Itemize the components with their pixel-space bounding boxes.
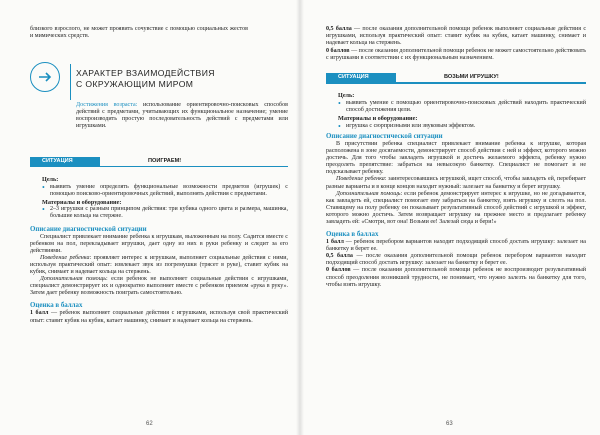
goal-label-right: Цель:: [338, 92, 355, 100]
situation-name-right: ВОЗЬМИ ИГРУШКУ!: [444, 74, 499, 81]
situation-tabbar-right: [326, 73, 586, 82]
help-paragraph: [30, 276, 288, 297]
situation-tab-right: СИТУАЦИЯ: [326, 73, 396, 82]
intro-paragraph: близкого взрослого, не может проявить сочувствие с помощью социальных жестов и мимических средств.: [30, 26, 248, 40]
score-heading-right: Оценка в баллах: [326, 231, 379, 239]
score-1-paragraph-right: [326, 239, 586, 253]
help-label: Дополнительная помощь: [40, 276, 107, 283]
score-1-text-right: — ребенок перебором вариантов находит подходящий способ достать игрушку: залезает на банкетку и берет ее.: [326, 239, 586, 253]
help-text: : если ребенок не выполняет социальные действия с игрушками, специалист демонстрирует их и однократно выполняет вместе с ребенком приемом «рука в руку». Затем дает ребенку возможность поиграть самостоятельно.: [30, 276, 288, 297]
situation-name: ПОИГРАЕМ!: [148, 158, 182, 164]
description-heading: Описание диагностической ситуации: [30, 225, 147, 233]
materials-item: • 2–3 игрушки с разным принципом действия: три кубика одного цвета и размера, машинка, большие кольца на стержне.: [42, 206, 288, 220]
chapter-title: [76, 68, 215, 90]
chapter-title-line-1: ХАРАКТЕР ВЗАИМОДЕЙСТВИЯ: [76, 68, 215, 78]
chapter-title-line-2: С ОКРУЖАЮЩИМ МИРОМ: [76, 79, 194, 89]
description-paragraph: Специалист привлекает внимание ребенка к игрушкам, выложенным на полу. Садится вместе с ребенком на пол, перекладывает игрушки, дает одну из них в руки ребенку и следит за его действиями.: [30, 233, 288, 254]
goal-item: • выявить умение определять функциональные возможности предметов (игрушек) с помощью поисково-ориентировочных действий, выполнять действия с предметами.: [42, 184, 288, 198]
score-1-label-right: 1 балл: [326, 239, 344, 246]
materials-item-right: • игрушка с сюрпризными или звуковым эффектом.: [338, 123, 586, 130]
behavior-label-right: Поведение ребенка: [336, 176, 385, 183]
score-1-label: 1 балл: [30, 310, 49, 317]
achievement-text: использование ориентировочно-поисковых способов действий с предметами, учитывающих их функциональное назначение; умение воспроизводить простую последовательность действий с предметами или игрушками.: [76, 102, 289, 130]
score-0-paragraph-right: [326, 267, 586, 288]
score-05-carry-text: — после оказания дополнительной помощи ребенок выполняет социальные действия с игрушками, используя практический опыт: ставит кубик на кубик, катает машинку, снимает и надевает кольца на стержень.: [326, 26, 586, 47]
tab-underline-right: [326, 82, 586, 83]
chapter-rule: [70, 64, 71, 100]
help-label-right: Дополнительная помощь: [336, 190, 401, 197]
tab-underline: [30, 166, 288, 167]
arrow-right-icon: [30, 62, 60, 92]
help-text-right: : если ребенок демонстрирует интерес к игрушке, но не догадывается, как завладеть ей, специалист помогает ему забраться на банкетку, взять игрушку и слезть на пол. Ставящему на полу ребенку он показывает результативный способ действий с игрушкой и эффект, которого можно достичь. Затем возвращает игрушку на прежнее место и предлагает ребенку завладеть ей: «Смотри, вот она! Возьми ее! Залезай сюда и бери!»: [326, 190, 586, 225]
score-05-carry-label: 0,5 балла: [326, 26, 352, 32]
behavior-text-right: : заинтересовавшись игрушкой, ищет способ, чтобы завладеть ей, перебирает разные варианты и в конце концов находит нужный: залезает на банкетку и берет игрушку.: [326, 176, 586, 190]
score-1-paragraph: [30, 310, 288, 324]
achievement-paragraph: [76, 102, 288, 130]
behavior-label: Поведение ребенка: [40, 254, 90, 261]
score-0-carry-text: — после оказания дополнительной помощи ребенок не может самостоятельно действовать с игрушками в соответствии с их функциональным назначением.: [326, 48, 587, 62]
behavior-paragraph-right: [326, 176, 586, 190]
score-05-label-right: 0,5 балла: [326, 253, 353, 260]
situation-tab: СИТУАЦИЯ: [30, 157, 100, 166]
situation-tabbar: [30, 157, 288, 166]
description-heading-right: Описание диагностической ситуации: [326, 132, 443, 140]
page-number-left: 62: [146, 421, 153, 427]
score-0-carry-paragraph: [326, 48, 586, 62]
right-page: [300, 0, 600, 435]
score-05-paragraph-right: [326, 253, 586, 267]
behavior-paragraph: [30, 255, 288, 276]
goal-label: Цель:: [42, 176, 59, 183]
chapter-heading: [30, 56, 288, 100]
score-0-label-right: 0 баллов: [326, 267, 351, 274]
description-paragraph-right: В присутствии ребенка специалист привлекает внимание ребенка к игрушке, которая расположена в зоне досягаемости, демонстрирует способ действия с ней и эффект, которого можно достичь. Для того чтобы завладеть игрушкой и достичь желаемого эффекта, ребенку нужно преодолеть препятствие: забраться на невысокую банкетку. Специалист не помогает и не подсказывает ребенку.: [326, 140, 586, 176]
page-number-right: 63: [446, 421, 453, 427]
achievement-label: Достижения возраста:: [76, 102, 138, 108]
score-0-text-right: — после оказания дополнительной помощи ребенок не воспроизводит результативный способ преодоления возникшей трудности, не понимает, что нужно залезть на банкетку для того, чтобы взять игрушку.: [326, 267, 587, 288]
score-heading: Оценка в баллах: [30, 302, 83, 310]
materials-label: Материалы и оборудование:: [42, 198, 122, 206]
goal-item-right: • выявить умение с помощью ориентировочно-поисковых действий находить практический способ достижения цели.: [338, 100, 586, 114]
behavior-text: : проявляет интерес к игрушкам, выполняет социальные действия с ними, используя практический опыт: извлекает звук из погремушки (трясет в руке), ставит кубик на кубик, снимает и надевает кольца на стержень.: [30, 254, 289, 276]
score-05-carry-paragraph: [326, 26, 586, 47]
score-1-text: — ребенок выполняет социальные действия с игрушками, используя свой практический опыт: ставит кубик на кубик, катает машинку, снимает и надевает кольца на стержень.: [30, 310, 288, 324]
score-05-text-right: — после оказания дополнительной помощи ребенок перебором вариантов находит подходящий способ достать игрушку: залезает на банкетку и берет ее.: [326, 253, 587, 267]
score-0-carry-label: 0 баллов: [326, 48, 350, 55]
materials-label-right: Материалы и оборудование:: [338, 115, 418, 123]
help-paragraph-right: [326, 191, 586, 226]
